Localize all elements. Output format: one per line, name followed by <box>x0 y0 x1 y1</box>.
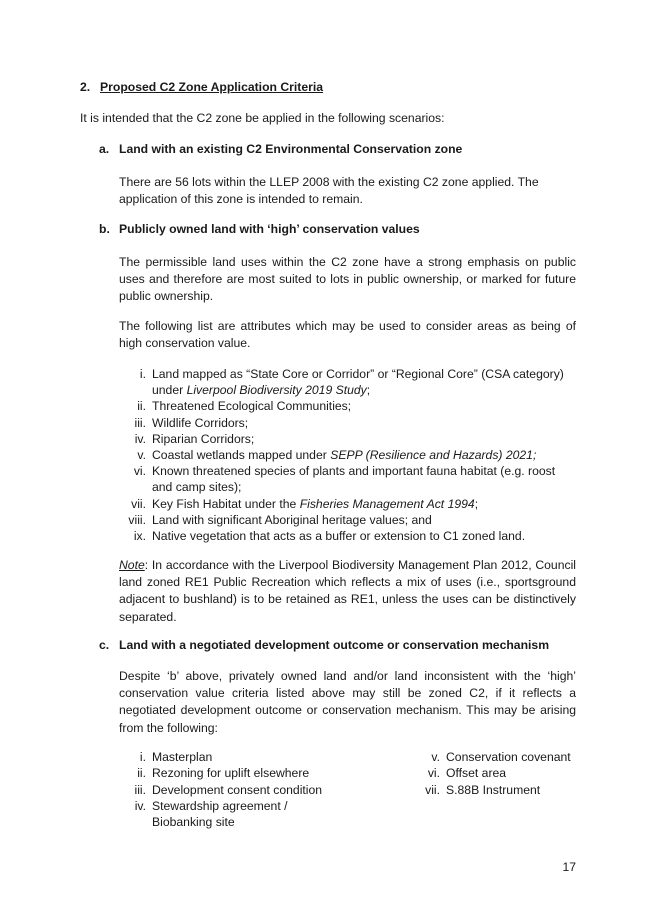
subsection-a-heading <box>99 142 462 156</box>
list-item-text: Stewardship agreement / Biobanking site <box>152 798 288 830</box>
list-item <box>413 782 583 798</box>
section-title: Proposed C2 Zone Application Criteria <box>100 80 324 94</box>
list-item-numeral: ix. <box>133 529 146 544</box>
subsection-b-title: Publicly owned land with ‘high’ conservation values <box>119 222 420 236</box>
subsection-a-letter: a. <box>99 142 110 156</box>
list-item-text-main: Coastal wetlands mapped under <box>152 448 331 463</box>
list-item-text-main: Key Fish Habitat under the <box>152 496 300 511</box>
list-item <box>119 512 576 528</box>
note-label: Note <box>119 558 145 572</box>
list-item-numeral: iii. <box>134 415 146 430</box>
list-item-numeral: v. <box>431 750 440 764</box>
list-item-text-main: Wildlife Corridors; <box>152 415 249 430</box>
subsection-a-text: There are 56 lots within the LLEP 2008 with the existing C2 zone applied. The application of this zone is intended to remain. <box>119 175 539 207</box>
list-item-text <box>152 513 432 527</box>
subsection-a-title: Land with an existing C2 Environmental Conservation zone <box>119 142 463 156</box>
list-item-text-italic: Fisheries Management Act 1994 <box>299 496 475 511</box>
list-item <box>119 782 339 798</box>
list-item-numeral: iv. <box>134 431 146 446</box>
list-item-text: Rezoning for uplift elsewhere <box>152 766 310 781</box>
subsection-b-text-1: The permissible land uses within the C2 zone have a strong emphasis on public uses and therefore are most suited to lots in public ownership, or marked for future public ownership. <box>119 255 576 304</box>
list-item-numeral: i. <box>139 750 146 764</box>
list-item-numeral: ii. <box>137 766 146 781</box>
list-item-numeral: vi. <box>427 766 440 781</box>
list-item-text-main: Threatened Ecological Communities; <box>152 399 352 414</box>
list-item <box>119 398 576 414</box>
subsection-c-title: Land with a negotiated development outcome or conservation mechanism <box>119 638 550 652</box>
section-number: 2. <box>80 80 91 94</box>
attributes-list <box>119 366 576 544</box>
subsection-c-text: Despite ‘b’ above, privately owned land and/or land inconsistent with the ‘high’ conservation value criteria listed above may still be zoned C2, if it reflects a negotiated development outcome or conservation mechanism. This may be arising from the following: <box>119 669 576 735</box>
subsection-b-heading <box>99 222 420 236</box>
list-item <box>413 749 583 765</box>
subsection-b-letter: b. <box>99 222 110 236</box>
list-item-numeral: vii. <box>425 782 440 797</box>
list-item-text-italic: SEPP (Resilience and Hazards) 2021; <box>330 448 537 463</box>
list-item-numeral: v. <box>137 448 146 463</box>
list-item-numeral: iv. <box>134 798 146 813</box>
list-item-text: Conservation covenant <box>446 750 571 764</box>
list-item <box>119 366 576 398</box>
note-text: : In accordance with the Liverpool Biodiversity Management Plan 2012, Council land zoned RE1 Public Recreation which reflects a mix of uses (i.e., sportsground adjacent to bushland) is to be retained as RE1, unless the uses can be distinctively separated. <box>119 558 576 624</box>
list-item-text-main: Land with significant Aboriginal heritage values; and <box>152 512 432 527</box>
list-item <box>119 528 576 544</box>
mechanism-list-right <box>413 749 583 798</box>
list-item-text-suffix: ; <box>366 383 371 398</box>
list-item-text: Masterplan <box>152 750 213 764</box>
subsection-c-letter: c. <box>99 638 110 652</box>
list-item-text <box>152 432 254 446</box>
list-item <box>119 415 576 431</box>
list-item-text <box>152 399 351 413</box>
section-intro: It is intended that the C2 zone be applied in the following scenarios: <box>80 111 445 125</box>
list-item-text-suffix: ; <box>474 496 479 511</box>
list-item-text-italic: Liverpool Biodiversity 2019 Study <box>186 383 367 398</box>
list-item-text <box>152 367 564 397</box>
list-item-text: S.88B Instrument <box>446 782 541 797</box>
note-paragraph <box>119 557 576 626</box>
list-item-numeral: i. <box>139 367 146 381</box>
list-item-numeral: ii. <box>137 399 146 414</box>
list-item-text-main: Riparian Corridors; <box>152 431 255 446</box>
page-number: 17 <box>562 860 576 874</box>
section-heading <box>80 80 323 94</box>
list-item-text <box>152 529 525 543</box>
list-item <box>119 447 576 463</box>
subsection-c-heading <box>99 638 549 652</box>
list-item-text-main: Land mapped as “State Core or Corridor” or “Regional Core” (CSA category) under <box>152 367 564 398</box>
list-item-text <box>152 497 478 511</box>
list-item-numeral: viii. <box>128 512 146 527</box>
list-item-text <box>152 416 248 430</box>
list-item-text-main: Native vegetation that acts as a buffer or extension to C1 zoned land. <box>152 529 526 544</box>
list-item-text: Development consent condition <box>152 782 323 797</box>
subsection-b-text-2: The following list are attributes which may be used to consider areas as being of high conservation value. <box>119 319 576 351</box>
list-item-text <box>152 464 555 494</box>
list-item-text: Offset area <box>446 766 507 781</box>
list-item <box>119 431 576 447</box>
list-item <box>119 463 576 495</box>
list-item-text-main: Known threatened species of plants and important fauna habitat (e.g. roost and camp sites); <box>152 464 556 495</box>
list-item <box>119 749 339 765</box>
list-item <box>119 496 576 512</box>
list-item-text <box>152 448 536 462</box>
list-item <box>413 765 583 781</box>
list-item-numeral: iii. <box>134 782 146 797</box>
list-item-numeral: vi. <box>133 464 146 479</box>
mechanism-list-left <box>119 749 339 830</box>
list-item <box>119 798 339 831</box>
list-item <box>119 765 339 781</box>
list-item-numeral: vii. <box>131 496 146 511</box>
